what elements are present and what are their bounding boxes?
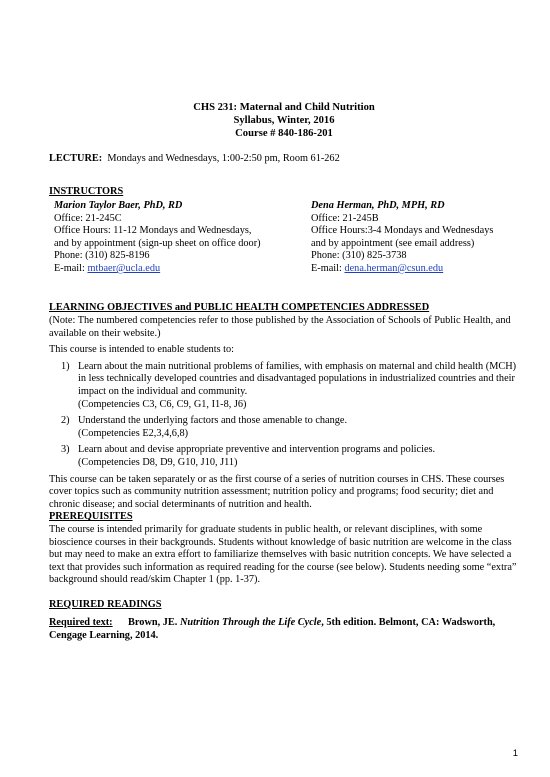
prerequisites-heading: PREREQUISITES	[49, 511, 133, 523]
instructor-phone: Phone: (310) 825-3738	[311, 250, 407, 262]
required-text-label: Required text:	[49, 617, 113, 629]
instructor-hours-note: and by appointment (sign-up sheet on office door)	[54, 237, 261, 249]
course-title: CHS 231: Maternal and Child Nutrition	[193, 102, 375, 113]
instructor-name: Marion Taylor Baer, PhD, RD	[54, 200, 183, 211]
course-number: Course # 840-186-201	[235, 127, 333, 139]
instructor-phone: Phone: (310) 825-8196	[54, 250, 150, 262]
list-number: 3)	[61, 444, 70, 456]
objective-competencies: (Competencies C3, C6, C9, G1, I1-8, J6)	[78, 398, 247, 410]
instructor-office: Office: 21-245B	[311, 212, 379, 224]
email-link[interactable]: mtbaer@ucla.edu	[87, 262, 161, 274]
instructor-name: Dena Herman, PhD, MPH, RD	[311, 200, 445, 211]
email-label: E-mail:	[54, 262, 88, 274]
citation-book-title: Nutrition Through the Life Cycle	[179, 617, 322, 629]
body-flow	[49, 315, 519, 643]
list-number: 1)	[61, 360, 70, 372]
objective-text: Learn about the main nutritional problems of families, with emphasis on maternal and child health (MCH) in less technically developed countries and disadvantaged populations in industrialized countries and their impact on the individual and community.	[78, 360, 517, 397]
objectives-heading: LEARNING OBJECTIVES and PUBLIC HEALTH COMPETENCIES ADDRESSED	[49, 302, 430, 313]
instructor-hours: Office Hours: 11-12 Mondays and Wednesdays,	[54, 225, 252, 237]
email-link[interactable]: dena.herman@csun.edu	[344, 262, 444, 274]
citation-details: , 5th edition. Belmont, CA: Wadsworth, Cengage Learning, 2014.	[49, 617, 496, 642]
list-number: 2)	[61, 415, 70, 427]
objective-text: Understand the underlying factors and those amenable to change.	[78, 415, 348, 427]
objective-text: Learn about and devise appropriate preventive and intervention programs and policies.	[78, 444, 436, 456]
objectives-list	[49, 361, 519, 470]
email-label: E-mail:	[311, 262, 345, 274]
list-item	[49, 415, 519, 440]
objective-competencies: (Competencies E2,3,4,6,8)	[78, 427, 189, 439]
required-text-citation	[49, 617, 519, 642]
objectives-note: (Note: The numbered competencies refer to those published by the Association of Schools of Public Health, and available on their website.)	[49, 315, 511, 339]
instructor-hours: Office Hours:3-4 Mondays and Wednesdays	[311, 225, 494, 237]
lecture-line	[49, 153, 340, 166]
instructors-heading: INSTRUCTORS	[49, 186, 124, 197]
objectives-closing: This course can be taken separately or as the first course of a series of nutrition courses in CHS. These courses cover topics such as community nutrition assessment; nutrition policy and programs; food security; diet and chronic disease; and social determinants of nutrition and health.	[49, 473, 505, 510]
instructor-card	[54, 200, 314, 276]
instructor-email	[54, 263, 314, 276]
title-block	[49, 102, 519, 140]
instructor-office: Office: 21-245C	[54, 212, 122, 224]
readings-heading: REQUIRED READINGS	[49, 598, 162, 610]
instructor-card	[311, 200, 541, 276]
list-item	[49, 361, 519, 411]
page-number: 1	[512, 748, 518, 759]
citation-author: Brown, JE.	[128, 617, 178, 629]
lecture-label: LECTURE:	[49, 153, 103, 164]
list-item	[49, 444, 519, 469]
prerequisites-text: The course is intended primarily for graduate students in public health, or relevant disciplines, with some bioscience courses in their backgrounds. Students without knowledge of basic nutrition are welcome in the class but may need to make an extra effort to familiarize themselves with basic nutrition concepts. We have selected a text that provides such information as required reading for the course (see below). Students needing some “extra” background should read/skim Chapter 1 (pp. 1-37).	[49, 523, 517, 586]
objective-competencies: (Competencies D8, D9, G10, J10, J11)	[78, 456, 238, 468]
lecture-schedule: Mondays and Wednesdays, 1:00-2:50 pm, Room 61-262	[107, 153, 340, 164]
objectives-intro: This course is intended to enable students to:	[49, 344, 235, 356]
syllabus-term: Syllabus, Winter, 2016	[233, 114, 335, 126]
instructor-hours-note: and by appointment (see email address)	[311, 237, 475, 249]
instructor-email	[311, 263, 541, 276]
